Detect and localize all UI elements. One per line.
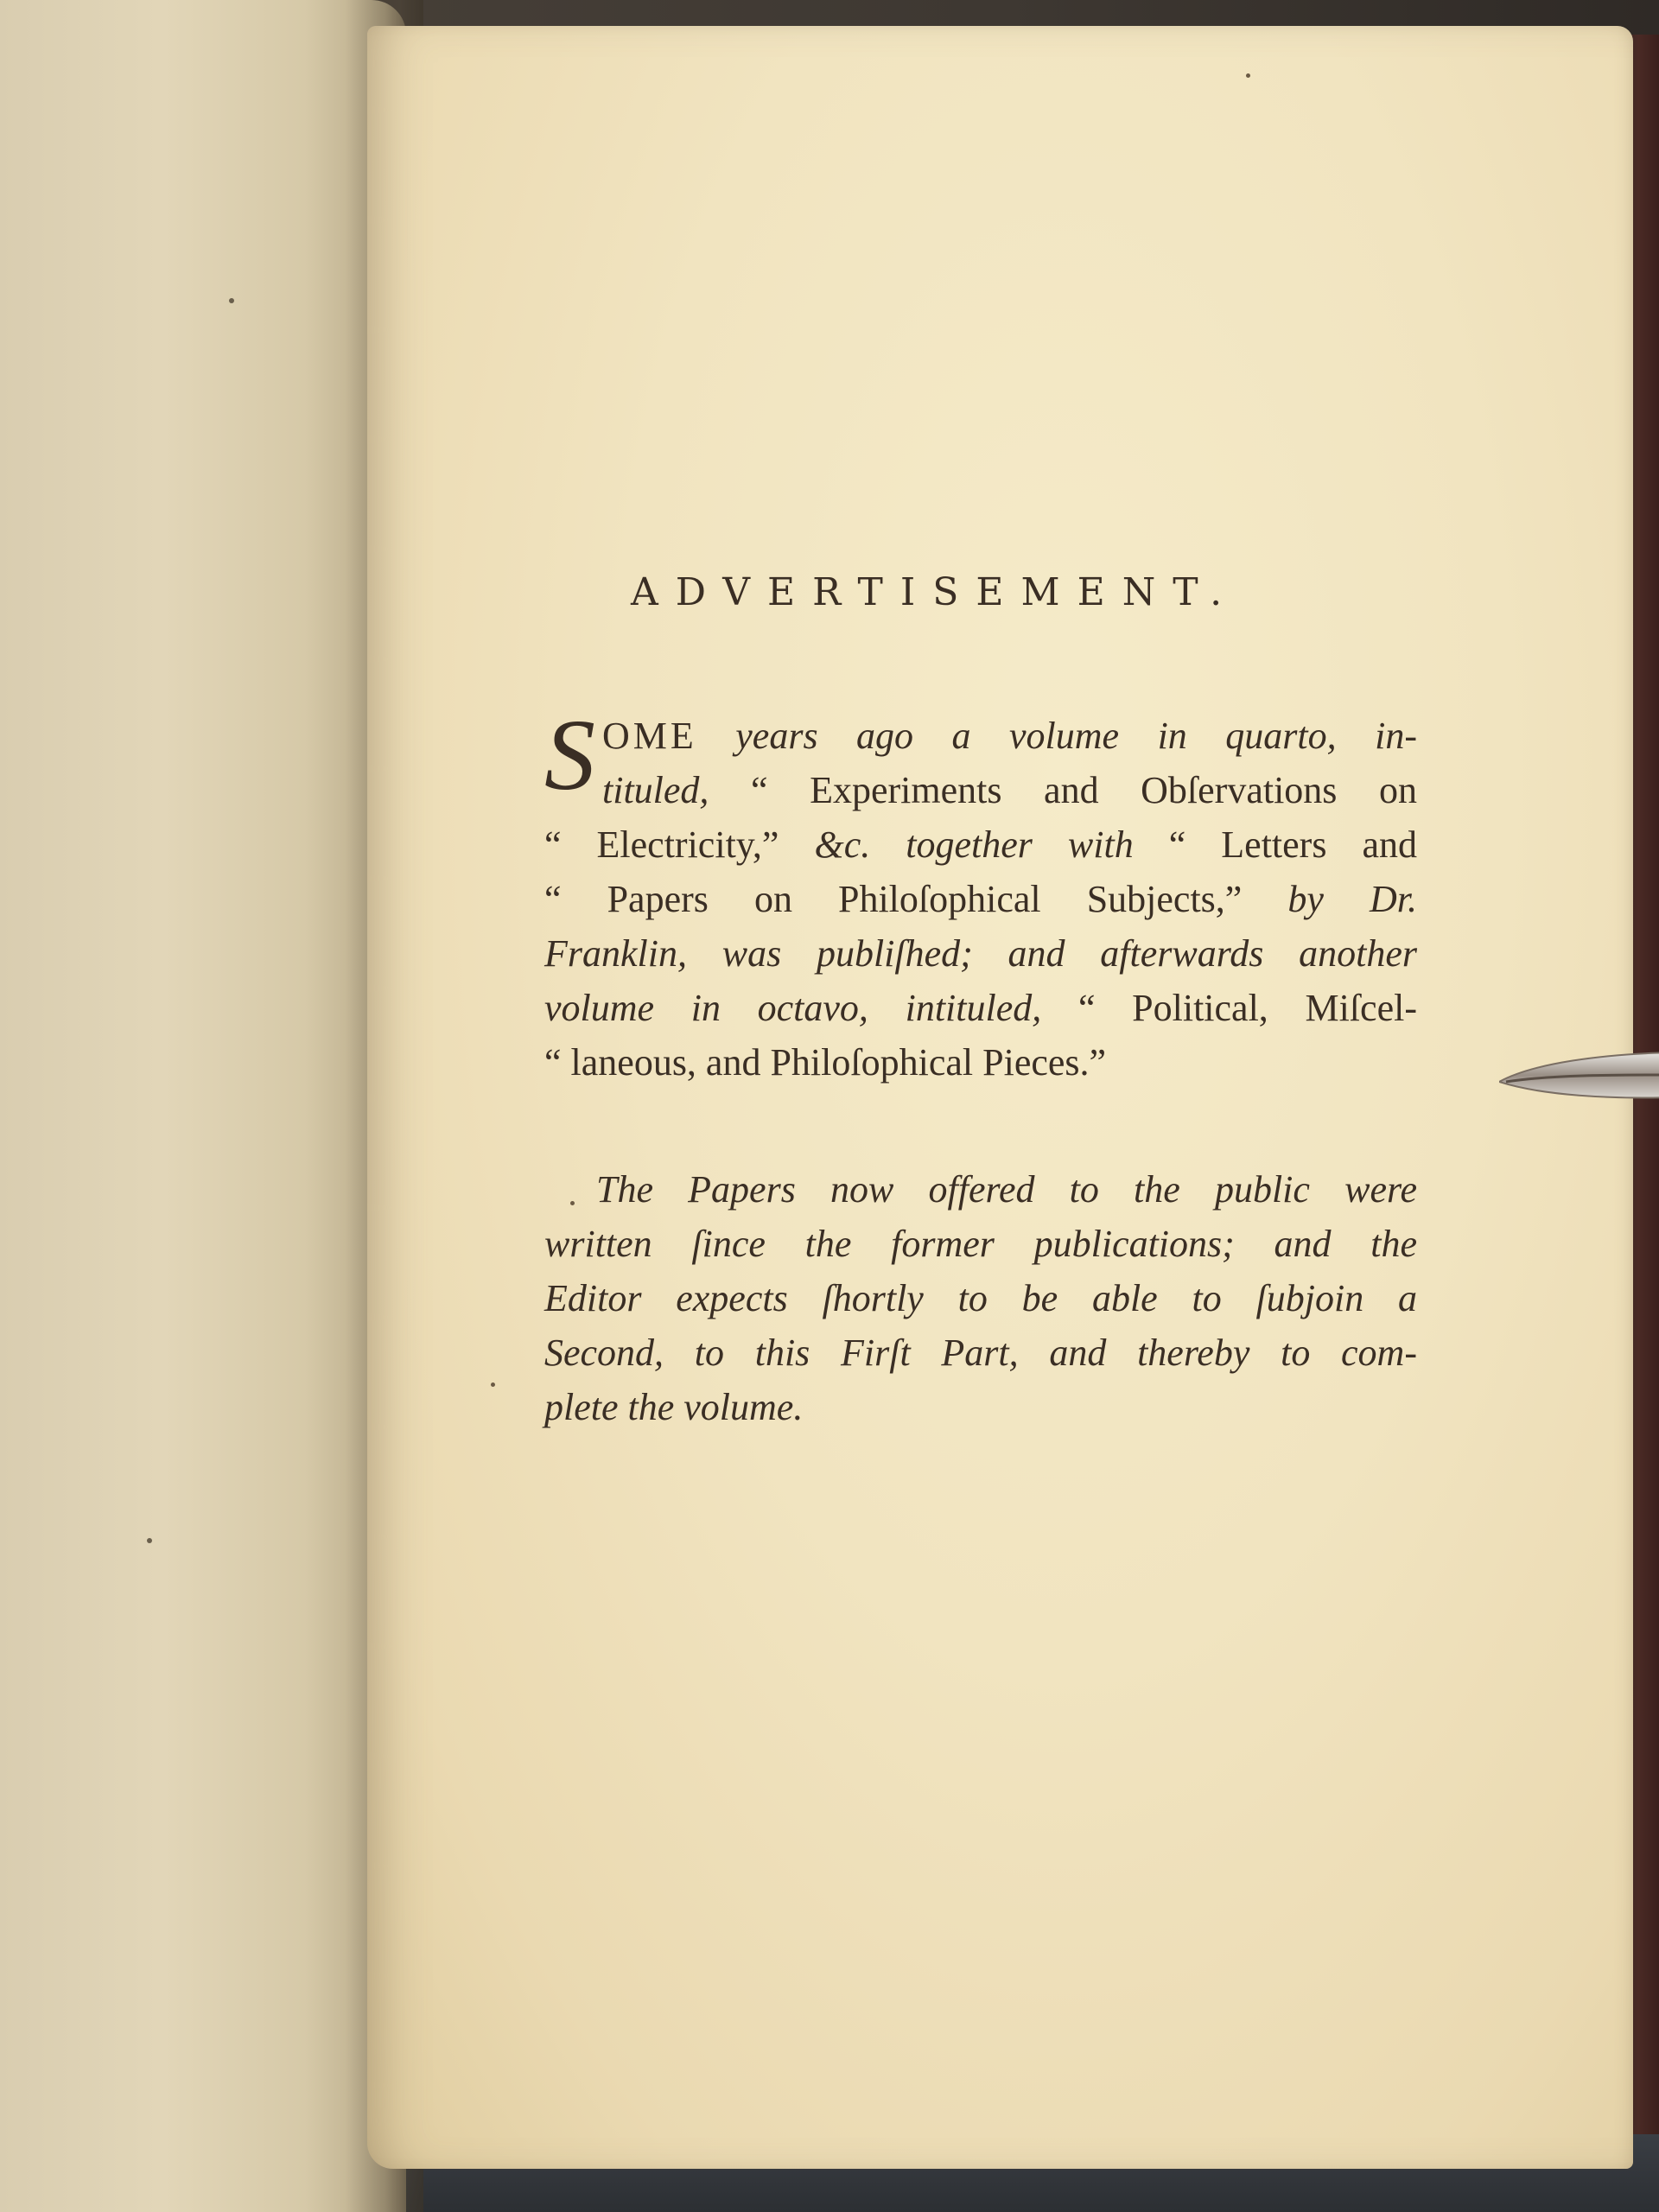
text-line: “ Electricity,” &c. together with “ Letters and (544, 823, 1417, 866)
paragraph-2 (544, 1162, 1417, 1434)
text-line: The Papers now offered to the public were (596, 1168, 1417, 1211)
paper-speck (1246, 73, 1250, 78)
text-line: written ſince the former publications; and the (544, 1223, 1417, 1265)
right-page (367, 26, 1633, 2169)
pen-tip-icon (1499, 1046, 1659, 1106)
text-line: plete the volume. (544, 1386, 804, 1428)
paper-speck (229, 298, 234, 303)
text-line: Editor expects ſhortly to be able to ſubjoin a (544, 1277, 1417, 1319)
text-line: OME years ago a volume in quarto, in- (602, 715, 1417, 757)
paragraph-1 (544, 698, 1417, 1090)
paper-speck (147, 1538, 152, 1543)
text-line: “ laneous, and Philoſophical Pieces.” (544, 1041, 1107, 1084)
text-line: Franklin, was publiſhed; and afterwards another (544, 932, 1417, 975)
text-line: “ Papers on Philoſophical Subjects,” by Dr. (544, 878, 1417, 920)
page-heading: ADVERTISEMENT. (631, 570, 1240, 614)
text-line: tituled, “ Experiments and Obſervations on (602, 769, 1417, 811)
text-line: Second, to this Firſt Part, and thereby to com- (544, 1332, 1417, 1374)
drop-cap: S (544, 698, 595, 811)
text-line: volume in octavo, intituled, “ Political, Miſcel- (544, 987, 1417, 1029)
paper-speck (570, 1201, 575, 1205)
paper-speck (491, 1382, 495, 1387)
